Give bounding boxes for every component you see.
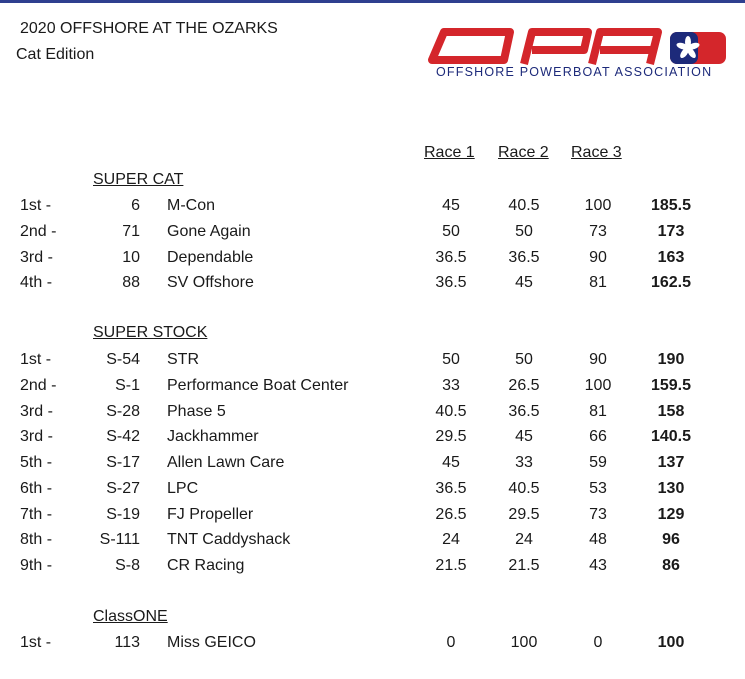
table-row — [0, 351, 745, 373]
header-race-2: Race 2 — [498, 144, 549, 161]
race-1-points: 45 — [442, 454, 460, 471]
total-points: 96 — [662, 531, 680, 548]
total-points: 190 — [657, 351, 685, 368]
team-name: Dependable — [167, 249, 254, 266]
table-row — [0, 377, 745, 399]
race-2-points: 33 — [515, 454, 533, 471]
place: 9th - — [20, 557, 53, 574]
boat-number: S-8 — [115, 557, 140, 574]
boat-number: S-1 — [115, 377, 140, 394]
place: 3rd - — [20, 403, 53, 420]
event-subtitle: Cat Edition — [16, 46, 95, 63]
table-row — [0, 480, 745, 502]
race-1-points: 0 — [446, 634, 456, 651]
place: 2nd - — [20, 377, 57, 394]
boat-number: S-17 — [106, 454, 140, 471]
section-title-class-one: ClassONE — [93, 608, 168, 625]
boat-number: 88 — [122, 274, 140, 291]
race-2-points: 50 — [515, 223, 533, 240]
place: 4th - — [20, 274, 53, 291]
race-3-points: 43 — [589, 557, 607, 574]
boat-number: 6 — [131, 197, 140, 214]
place: 1st - — [20, 351, 52, 368]
race-2-points: 36.5 — [508, 249, 540, 266]
top-border — [0, 0, 745, 3]
race-3-points: 73 — [589, 223, 607, 240]
team-name: STR — [167, 351, 199, 368]
total-points: 173 — [657, 223, 685, 240]
table-row — [0, 428, 745, 450]
race-1-points: 26.5 — [435, 506, 467, 523]
race-3-points: 81 — [589, 274, 607, 291]
place: 1st - — [20, 197, 52, 214]
race-3-points: 53 — [589, 480, 607, 497]
table-row — [0, 531, 745, 553]
race-1-points: 29.5 — [435, 428, 467, 445]
race-2-points: 24 — [515, 531, 533, 548]
boat-number: S-54 — [106, 351, 140, 368]
table-row — [0, 403, 745, 425]
team-name: LPC — [167, 480, 199, 497]
race-3-points: 100 — [584, 197, 612, 214]
race-1-points: 50 — [442, 351, 460, 368]
race-3-points: 48 — [589, 531, 607, 548]
race-2-points: 45 — [515, 274, 533, 291]
boat-number: 10 — [122, 249, 140, 266]
total-points: 130 — [657, 480, 685, 497]
race-1-points: 40.5 — [435, 403, 467, 420]
total-points: 158 — [657, 403, 685, 420]
race-3-points: 0 — [593, 634, 603, 651]
race-2-points: 36.5 — [508, 403, 540, 420]
table-row — [0, 197, 745, 219]
place: 3rd - — [20, 428, 53, 445]
race-1-points: 24 — [442, 531, 460, 548]
total-points: 162.5 — [650, 274, 692, 291]
race-2-points: 45 — [515, 428, 533, 445]
total-points: 129 — [657, 506, 685, 523]
team-name: Phase 5 — [167, 403, 226, 420]
race-2-points: 26.5 — [508, 377, 540, 394]
boat-number: S-111 — [99, 531, 140, 548]
race-1-points: 45 — [442, 197, 460, 214]
table-row — [0, 454, 745, 476]
team-name: SV Offshore — [167, 274, 254, 291]
race-2-points: 40.5 — [508, 197, 540, 214]
table-row — [0, 274, 745, 296]
boat-number: 71 — [122, 223, 140, 240]
boat-number: 113 — [114, 634, 140, 651]
total-points: 100 — [657, 634, 685, 651]
team-name: CR Racing — [167, 557, 245, 574]
total-points: 185.5 — [650, 197, 692, 214]
race-3-points: 59 — [589, 454, 607, 471]
race-2-points: 29.5 — [508, 506, 540, 523]
race-3-points: 90 — [589, 249, 607, 266]
total-points: 86 — [662, 557, 680, 574]
header-race-3: Race 3 — [571, 144, 622, 161]
opa-logo — [420, 20, 740, 90]
place: 7th - — [20, 506, 53, 523]
race-1-points: 36.5 — [435, 249, 467, 266]
race-1-points: 50 — [442, 223, 460, 240]
opa-logo-org-name: OFFSHORE POWERBOAT ASSOCIATION — [436, 65, 713, 79]
team-name: Miss GEICO — [167, 634, 256, 651]
race-3-points: 81 — [589, 403, 607, 420]
team-name: Allen Lawn Care — [167, 454, 285, 471]
total-points: 137 — [657, 454, 685, 471]
table-row — [0, 634, 745, 656]
boat-number: S-19 — [106, 506, 140, 523]
table-row — [0, 506, 745, 528]
place: 6th - — [20, 480, 53, 497]
section-title-super-cat: SUPER CAT — [93, 171, 184, 188]
total-points: 159.5 — [650, 377, 692, 394]
race-2-points: 21.5 — [508, 557, 540, 574]
team-name: FJ Propeller — [167, 506, 254, 523]
race-1-points: 33 — [442, 377, 460, 394]
flag-icon — [670, 32, 726, 64]
header-race-1: Race 1 — [424, 144, 475, 161]
table-row — [0, 249, 745, 271]
race-2-points: 100 — [510, 634, 538, 651]
opa-logo-letters — [432, 32, 658, 64]
boat-number: S-28 — [106, 403, 140, 420]
team-name: M-Con — [167, 197, 216, 214]
place: 2nd - — [20, 223, 57, 240]
place: 5th - — [20, 454, 53, 471]
total-points: 140.5 — [650, 428, 692, 445]
race-3-points: 73 — [589, 506, 607, 523]
place: 3rd - — [20, 249, 53, 266]
race-1-points: 36.5 — [435, 480, 467, 497]
place: 8th - — [20, 531, 53, 548]
race-3-points: 66 — [589, 428, 607, 445]
race-1-points: 21.5 — [435, 557, 467, 574]
section-title-super-stock: SUPER STOCK — [93, 324, 208, 341]
total-points: 163 — [657, 249, 685, 266]
race-3-points: 100 — [584, 377, 612, 394]
table-row — [0, 557, 745, 579]
race-2-points: 40.5 — [508, 480, 540, 497]
race-3-points: 90 — [589, 351, 607, 368]
event-title: 2020 OFFSHORE AT THE OZARKS — [20, 20, 278, 37]
table-row — [0, 223, 745, 245]
boat-number: S-42 — [106, 428, 140, 445]
place: 1st - — [20, 634, 52, 651]
team-name: Performance Boat Center — [167, 377, 349, 394]
race-1-points: 36.5 — [435, 274, 467, 291]
team-name: TNT Caddyshack — [167, 531, 291, 548]
boat-number: S-27 — [106, 480, 140, 497]
team-name: Jackhammer — [167, 428, 259, 445]
team-name: Gone Again — [167, 223, 251, 240]
race-2-points: 50 — [515, 351, 533, 368]
